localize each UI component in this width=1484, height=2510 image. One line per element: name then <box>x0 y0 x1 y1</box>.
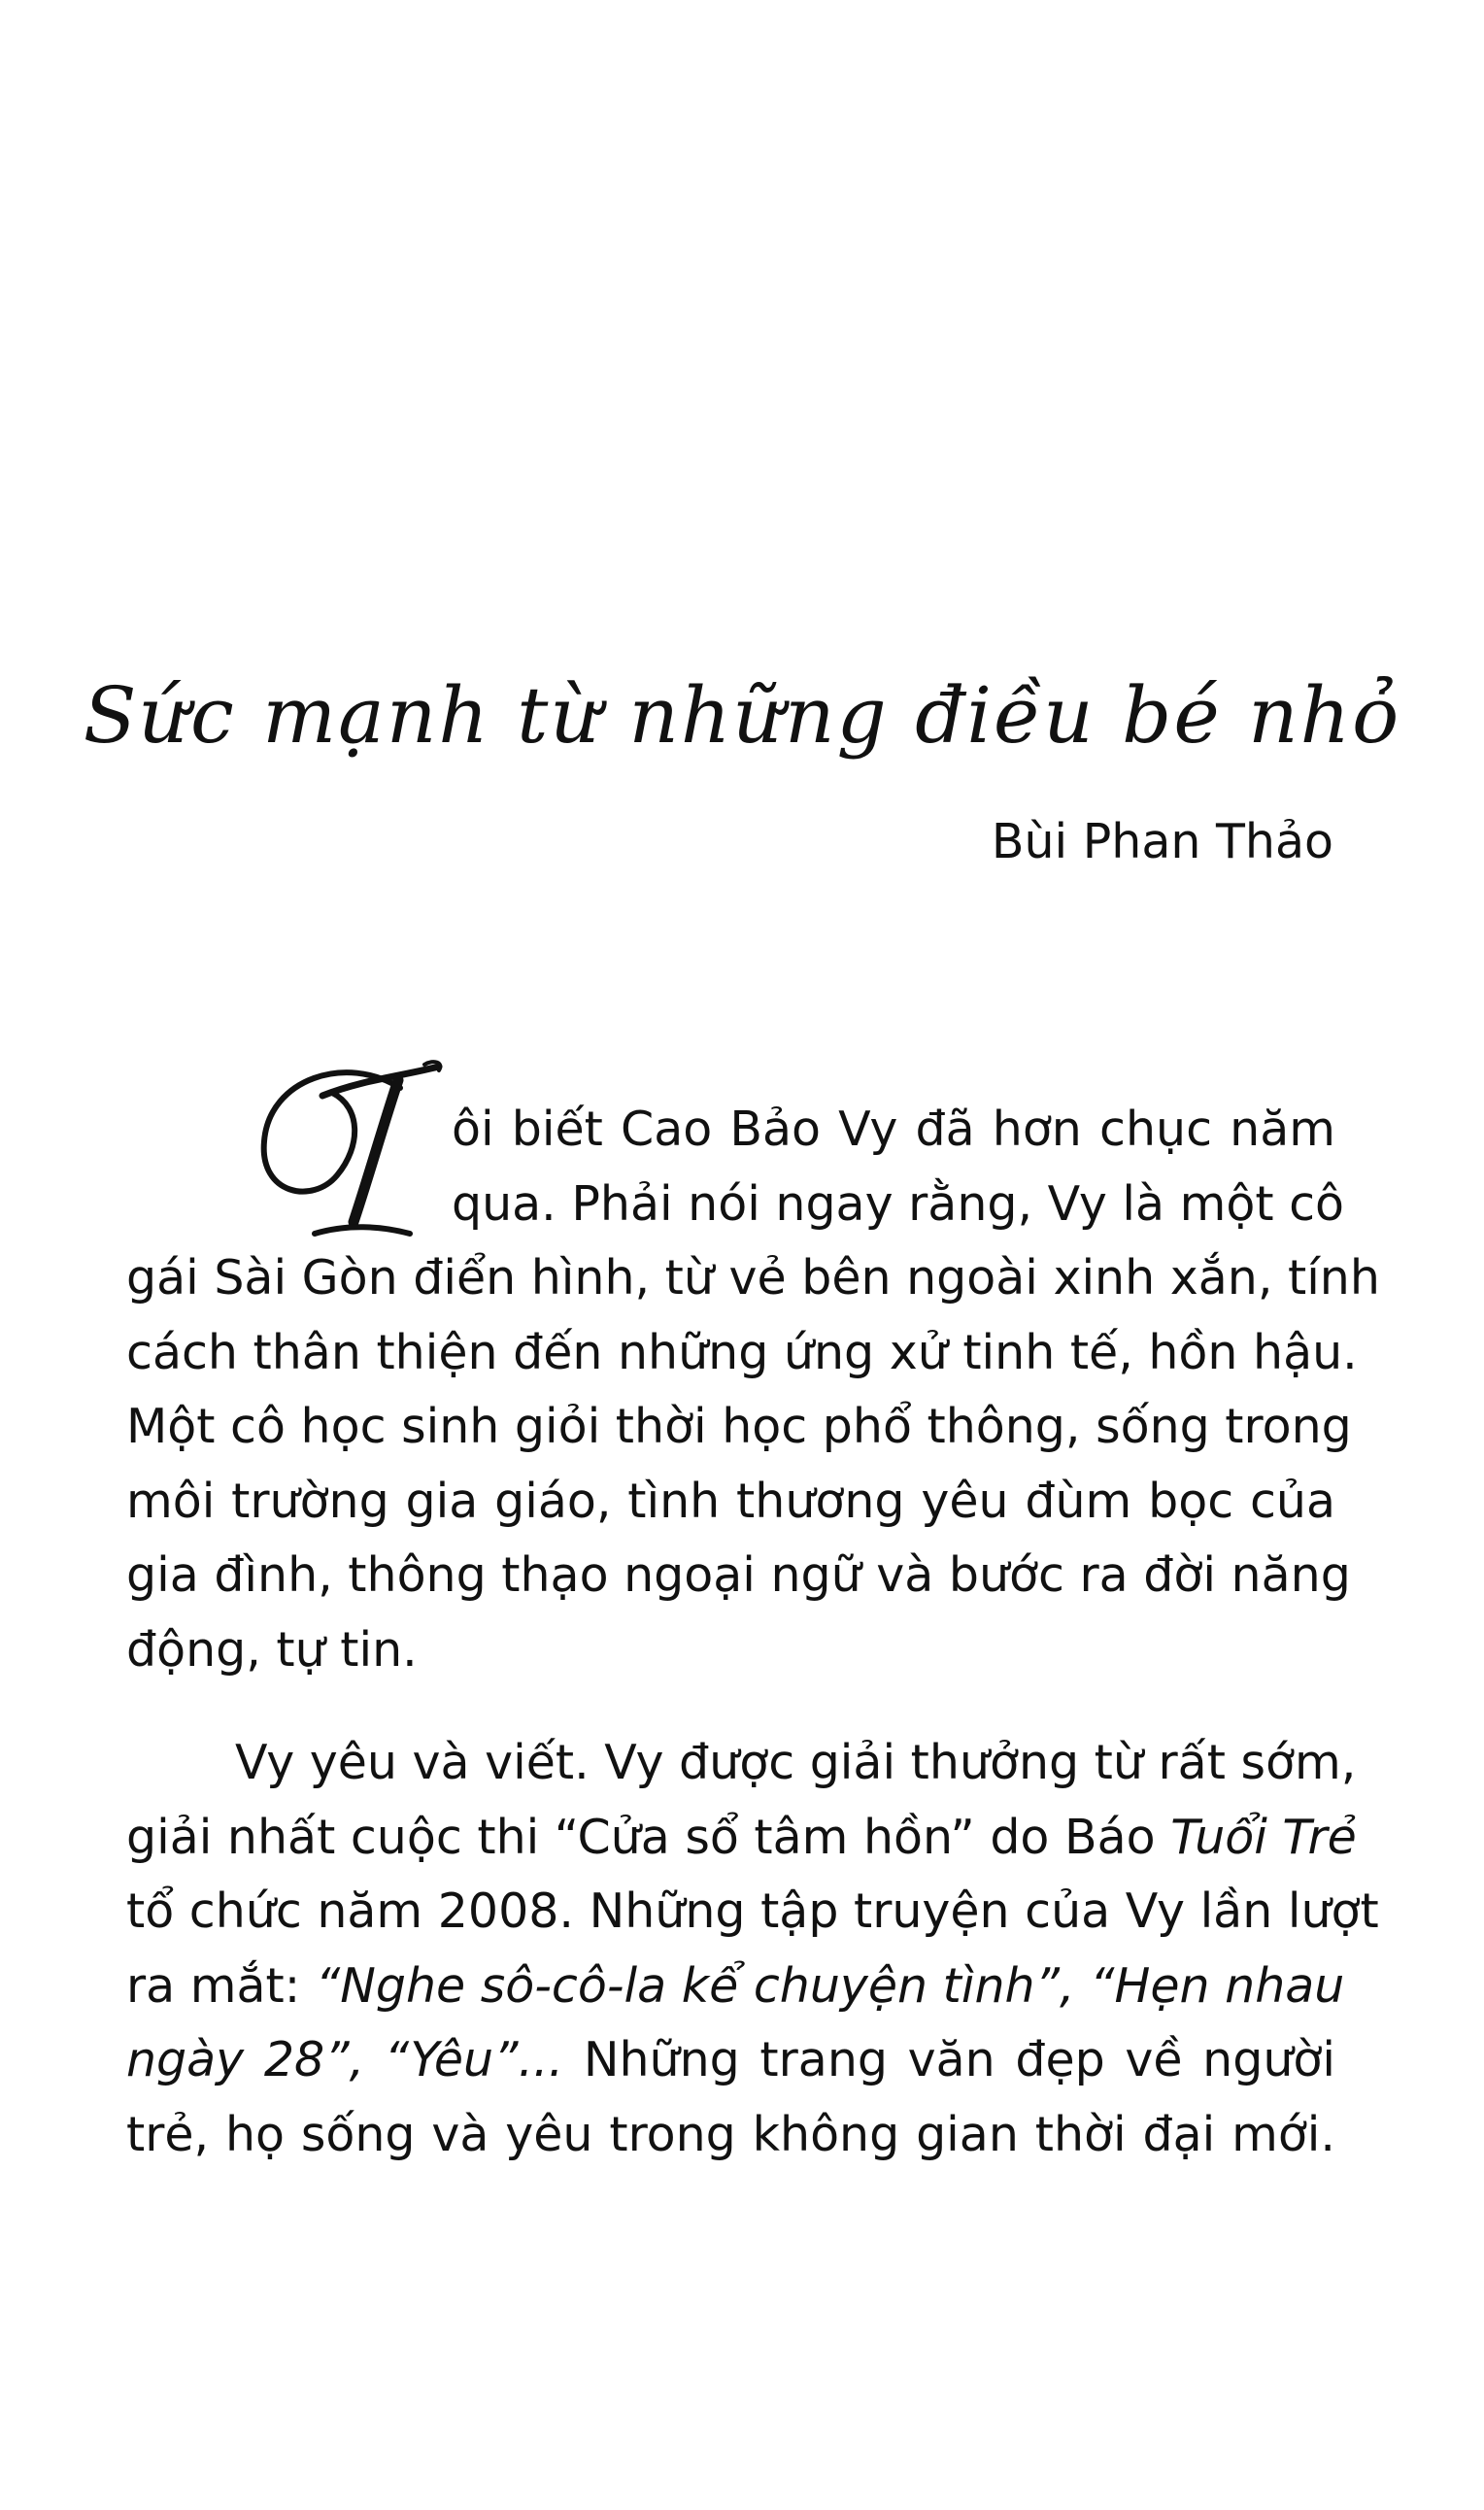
text-line: qua. Phải nói ngay rằng, Vy là một cô <box>452 1175 1345 1232</box>
text-line <box>126 2023 1335 2098</box>
text-line: môi trường gia giáo, tình thương yêu đùm bọc của <box>126 1473 1335 1529</box>
newspaper-name: Tuổi Trẻ <box>1170 1809 1357 1865</box>
paragraph-1 <box>126 1093 1380 1687</box>
book-titles: “Nghe sô-cô-la kể chuyện tình”, “Hẹn nhau <box>315 1957 1345 2014</box>
text-line: cách thân thiện đến những ứng xử tinh tế, hồn hậu. <box>126 1324 1358 1380</box>
text-line: Vy yêu và viết. Vy được giải thưởng từ rất sớm, <box>235 1735 1357 1790</box>
chapter-title: Sức mạnh từ những điều bé nhỏ <box>83 670 1401 761</box>
text-line: ôi biết Cao Bảo Vy đã hơn chục năm <box>452 1102 1335 1157</box>
text-line: tổ chức năm 2008. Những tập truyện của Vy lần lượt <box>126 1883 1379 1939</box>
author-name: Bùi Phan Thảo <box>991 814 1333 869</box>
book-titles: ngày 28”, “Yêu”... <box>126 2032 564 2087</box>
text-line: Một cô học sinh giỏi thời học phổ thông, sống trong <box>126 1399 1352 1454</box>
text-segment: ra mắt: <box>126 1957 316 2014</box>
text-segment: Những trang văn đẹp về người <box>563 2032 1335 2087</box>
text-line: gái Sài Gòn điển hình, từ vẻ bên ngoài xinh xắn, tính <box>126 1250 1380 1306</box>
text-line <box>126 1801 1357 1876</box>
text-line: động, tự tin. <box>126 1621 418 1678</box>
paragraph-2 <box>126 1726 1379 2172</box>
text-segment: giải nhất cuộc thi “Cửa sổ tâm hồn” do Báo <box>126 1809 1171 1865</box>
text-line <box>126 1950 1345 2024</box>
text-line: gia đình, thông thạo ngoại ngữ và bước ra đời năng <box>126 1547 1351 1603</box>
text-line: trẻ, họ sống và yêu trong không gian thời đại mới. <box>126 2106 1335 2162</box>
